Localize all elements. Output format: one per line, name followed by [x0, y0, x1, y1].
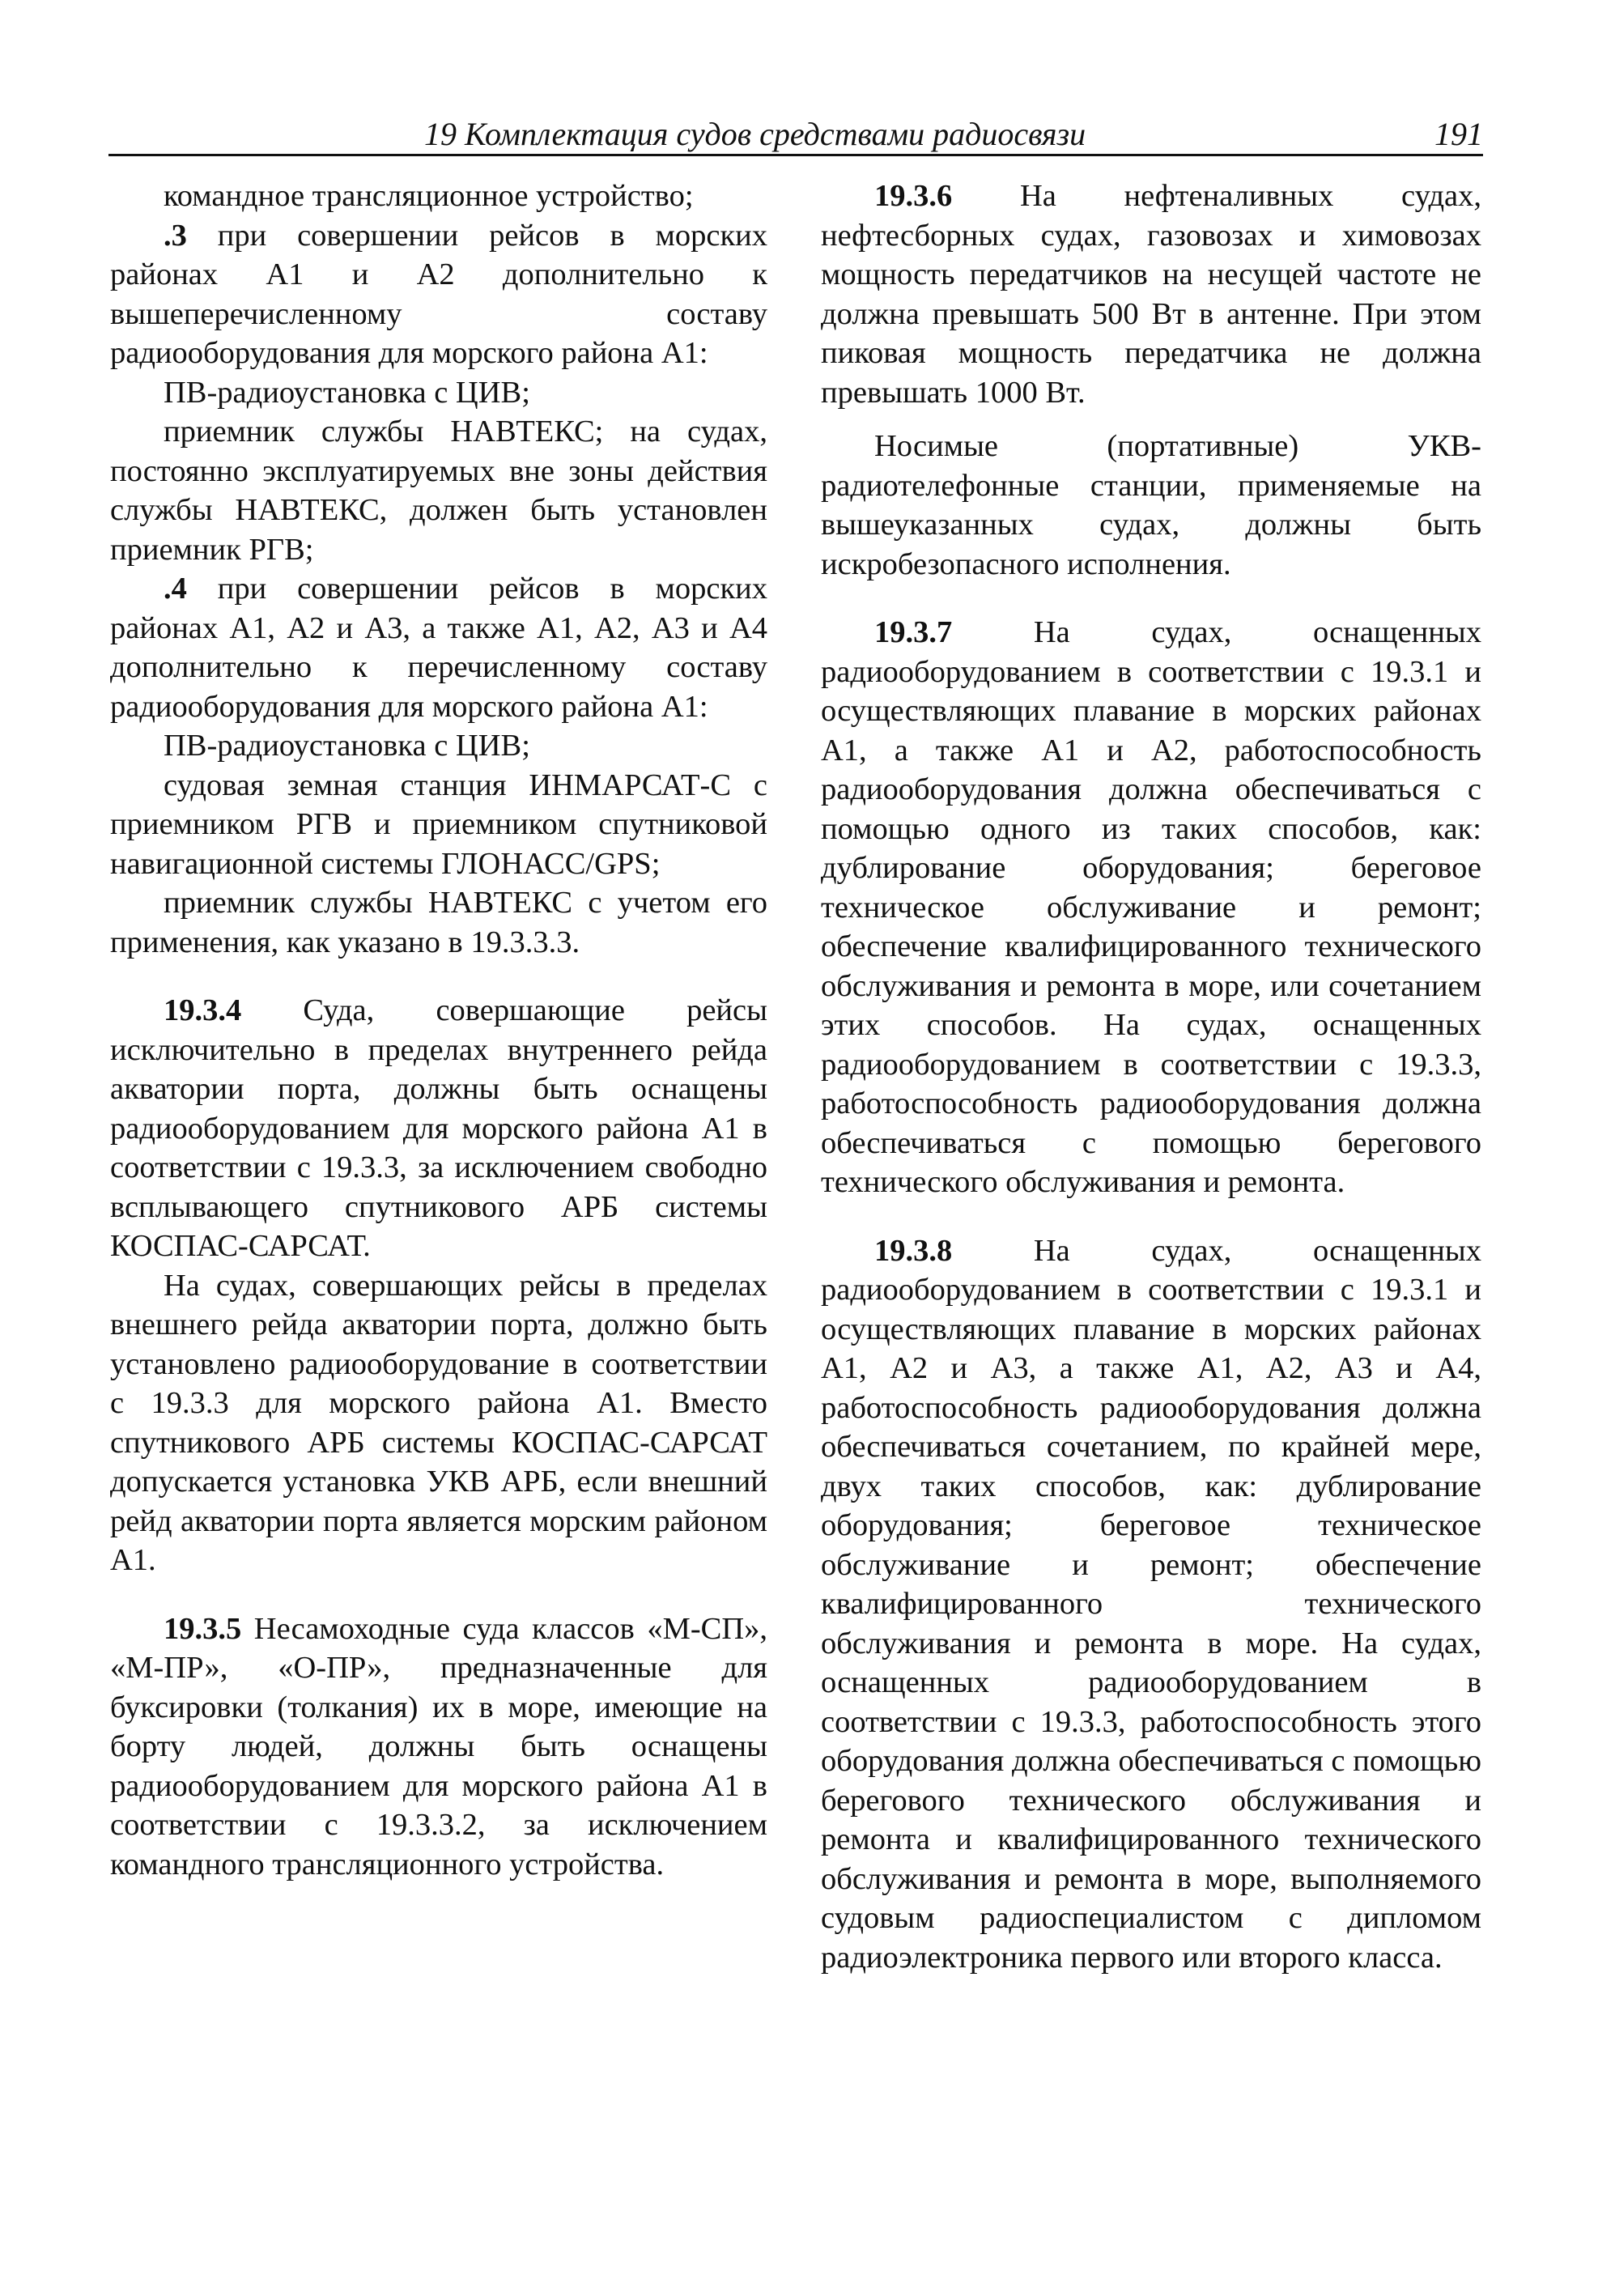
- paragraph: .4 при совершении рейсов в морских районах А1, А2 и А3, а также А1, А2, А3 и А4 дополнительно к перечисленному составу радиооборудования для морского района А1:: [110, 572, 767, 724]
- section-paragraph: 19.3.8 На судах, оснащенных радиооборудованием в соответствии с 19.3.1 и осуществляющих плавание в морских районах А1, А2 и А3, а также А1, А2, А3 и А4, работоспособность радиооборудования должна обеспечиваться сочетанием, по крайней мере, двух таких способов, как: дублирование оборудования; береговое техническое обслуживание и ремонт; обеспечение квалифицированного технического обслуживания и ремонта в море. На судах, оснащенных радиооборудованием в соответствии с 19.3.3, работоспособность этого оборудования должна обеспечиваться с помощью берегового технического обслуживания и ремонта и квалифицированного технического обслуживания и ремонта в море, выполняемого судовым радиоспециалистом с дипломом радиоэлектроника первого или второго класса.: [821, 1233, 1481, 1975]
- section-paragraph: 19.3.7 На судах, оснащенных радиооборудованием в соответствии с 19.3.1 и осуществляющих плавание в морских районах А1, а также А1 и А2, работоспособность радиооборудования должна обеспечиваться с помощью одного из таких способов, как: дублирование оборудования; береговое техническое обслуживание и ремонт; обеспечение квалифицированного технического обслуживания и ремонта в море, или сочетанием этих способов. На судах, оснащенных радиооборудованием в соответствии с 19.3.3, работоспособность радиооборудования должна обеспечиваться с помощью берегового технического обслуживания и ремонта.: [821, 615, 1481, 1199]
- section-number: 19.3.5: [164, 1611, 242, 1646]
- paragraph: ПВ-радиоустановка с ЦИВ;: [164, 375, 530, 410]
- section-number: 19.3.6: [874, 179, 953, 213]
- section-number: 19.3.8: [874, 1233, 953, 1268]
- paragraph: ПВ-радиоустановка с ЦИВ;: [164, 729, 530, 763]
- running-header: [108, 112, 1483, 160]
- header-rule: [108, 154, 1483, 156]
- paragraph: На судах, совершающих рейсы в пределах внешнего рейда акватории порта, должно быть установлено радиооборудование в соответствии с 19.3.3 для морского района А1. Вместо спутникового АРБ системы КОСПАС-САРСАТ допускается установка УКВ АРБ, если внешний рейд акватории порта является морским районом А1.: [110, 1268, 767, 1577]
- left-column: [110, 176, 767, 1884]
- item-number: .3: [164, 218, 187, 253]
- paragraph: .3 при совершении рейсов в морских районах А1 и А2 дополнительно к вышеперечисленному составу радиооборудования для морского района А1:: [110, 218, 767, 370]
- section-number: 19.3.7: [874, 615, 953, 649]
- section-paragraph: 19.3.5 Несамоходные суда классов «М-СП», «М-ПР», «О-ПР», предназначенные для буксировки (толкания) их в море, имеющие на борту людей, должны быть оснащены радиооборудованием для морского района А1 в соответствии с 19.3.3.2, за исключением командного трансляционного устройства.: [110, 1611, 767, 1881]
- paragraph: командное трансляционное устройство;: [164, 179, 694, 213]
- header-title: 19 Комплектация судов средствами радиосвязи: [424, 116, 1086, 152]
- paragraph: Носимые (портативные) УКВ-радиотелефонные станции, применяемые на вышеуказанных судах, должны быть искробезопасного исполнения.: [821, 429, 1481, 581]
- section-paragraph: 19.3.6 На нефтеналивных судах, нефтесборных судах, газовозах и химовозах мощность передатчиков на несущей частоте не должна превышать 500 Вт в антенне. При этом пиковая мощность передатчика не должна превышать 1000 Вт.: [821, 179, 1481, 410]
- section-paragraph: 19.3.4 Суда, совершающие рейсы исключительно в пределах внутреннего рейда акватории порта, должны быть оснащены радиооборудованием для морского района А1 в соответствии с 19.3.3, за исключением свободно всплывающего спутникового АРБ системы КОСПАС-САРСАТ.: [110, 993, 767, 1263]
- item-number: .4: [164, 572, 187, 606]
- paragraph: судовая земная станция ИНМАРСАТ-С с приемником РГВ и приемником спутниковой навигационной системы ГЛОНАСС/GPS;: [110, 767, 767, 881]
- section-number: 19.3.4: [164, 993, 242, 1027]
- paragraph: приемник службы НАВТЕКС с учетом его применения, как указано в 19.3.3.3.: [110, 886, 767, 959]
- paragraph: приемник службы НАВТЕКС; на судах, постоянно эксплуатируемых вне зоны действия службы НАВТЕКС, должен быть установлен приемник РГВ;: [110, 415, 767, 567]
- right-column: [821, 176, 1481, 1977]
- page-number: 191: [1434, 116, 1483, 152]
